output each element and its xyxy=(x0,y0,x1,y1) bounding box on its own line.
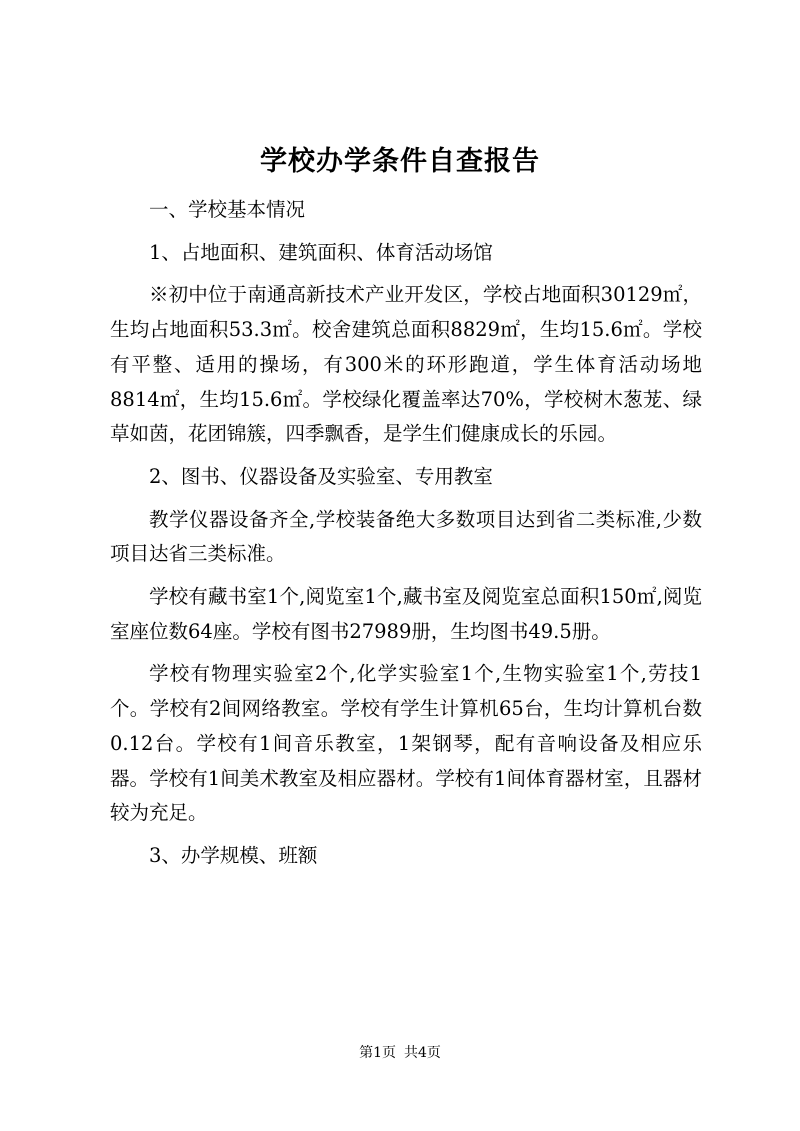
document-body xyxy=(110,193,702,874)
page-total: 共4页 xyxy=(404,1045,441,1061)
subsection-heading-area: 1、占地面积、建筑面积、体育活动场馆 xyxy=(149,240,493,264)
paragraph-area-details: ※初中位于南通高新技术产业开发区，学校占地面积30129㎡，生均占地面积53.3㎡。校舍建筑总面积8829㎡，生均15.6㎡。学校有平整、适用的操场，有300米的环形跑道，学生体育活动场地8814㎡，生均15.6㎡。学校绿化覆盖率达70%，学校树木葱茏、绿草如茵，花团锦簇，四季飘香，是学生们健康成长的乐园。 xyxy=(110,283,702,446)
subsection-heading-scale: 3、办学规模、班额 xyxy=(149,843,318,867)
section-heading-basic-info: 一、学校基本情况 xyxy=(149,198,306,221)
paragraph-equipment: 教学仪器设备齐全,学校装备绝大多数项目达到省二类标准,少数项目达省三类标准。 xyxy=(110,507,702,566)
page-footer xyxy=(0,1043,800,1063)
paragraph-labs: 学校有物理实验室2个,化学实验室1个,生物实验室1个,劳技1个。学校有2间网络教室。学校有学生计算机65台，生均计算机台数0.12台。学校有1间音乐教室，1架钢琴，配有音响设备及相应乐器。学校有1间美术教室及相应器材。学校有1间体育器材室，且器材较为充足。 xyxy=(110,662,702,825)
subsection-heading-equipment: 2、图书、仪器设备及实验室、专用教室 xyxy=(149,464,493,488)
paragraph-library: 学校有藏书室1个,阅览室1个,藏书室及阅览室总面积150㎡,阅览室座位数64座。学校有图书27989册，生均图书49.5册。 xyxy=(110,585,702,643)
document-title: 学校办学条件自查报告 xyxy=(260,146,540,177)
page-number: 第1页 xyxy=(359,1045,396,1061)
